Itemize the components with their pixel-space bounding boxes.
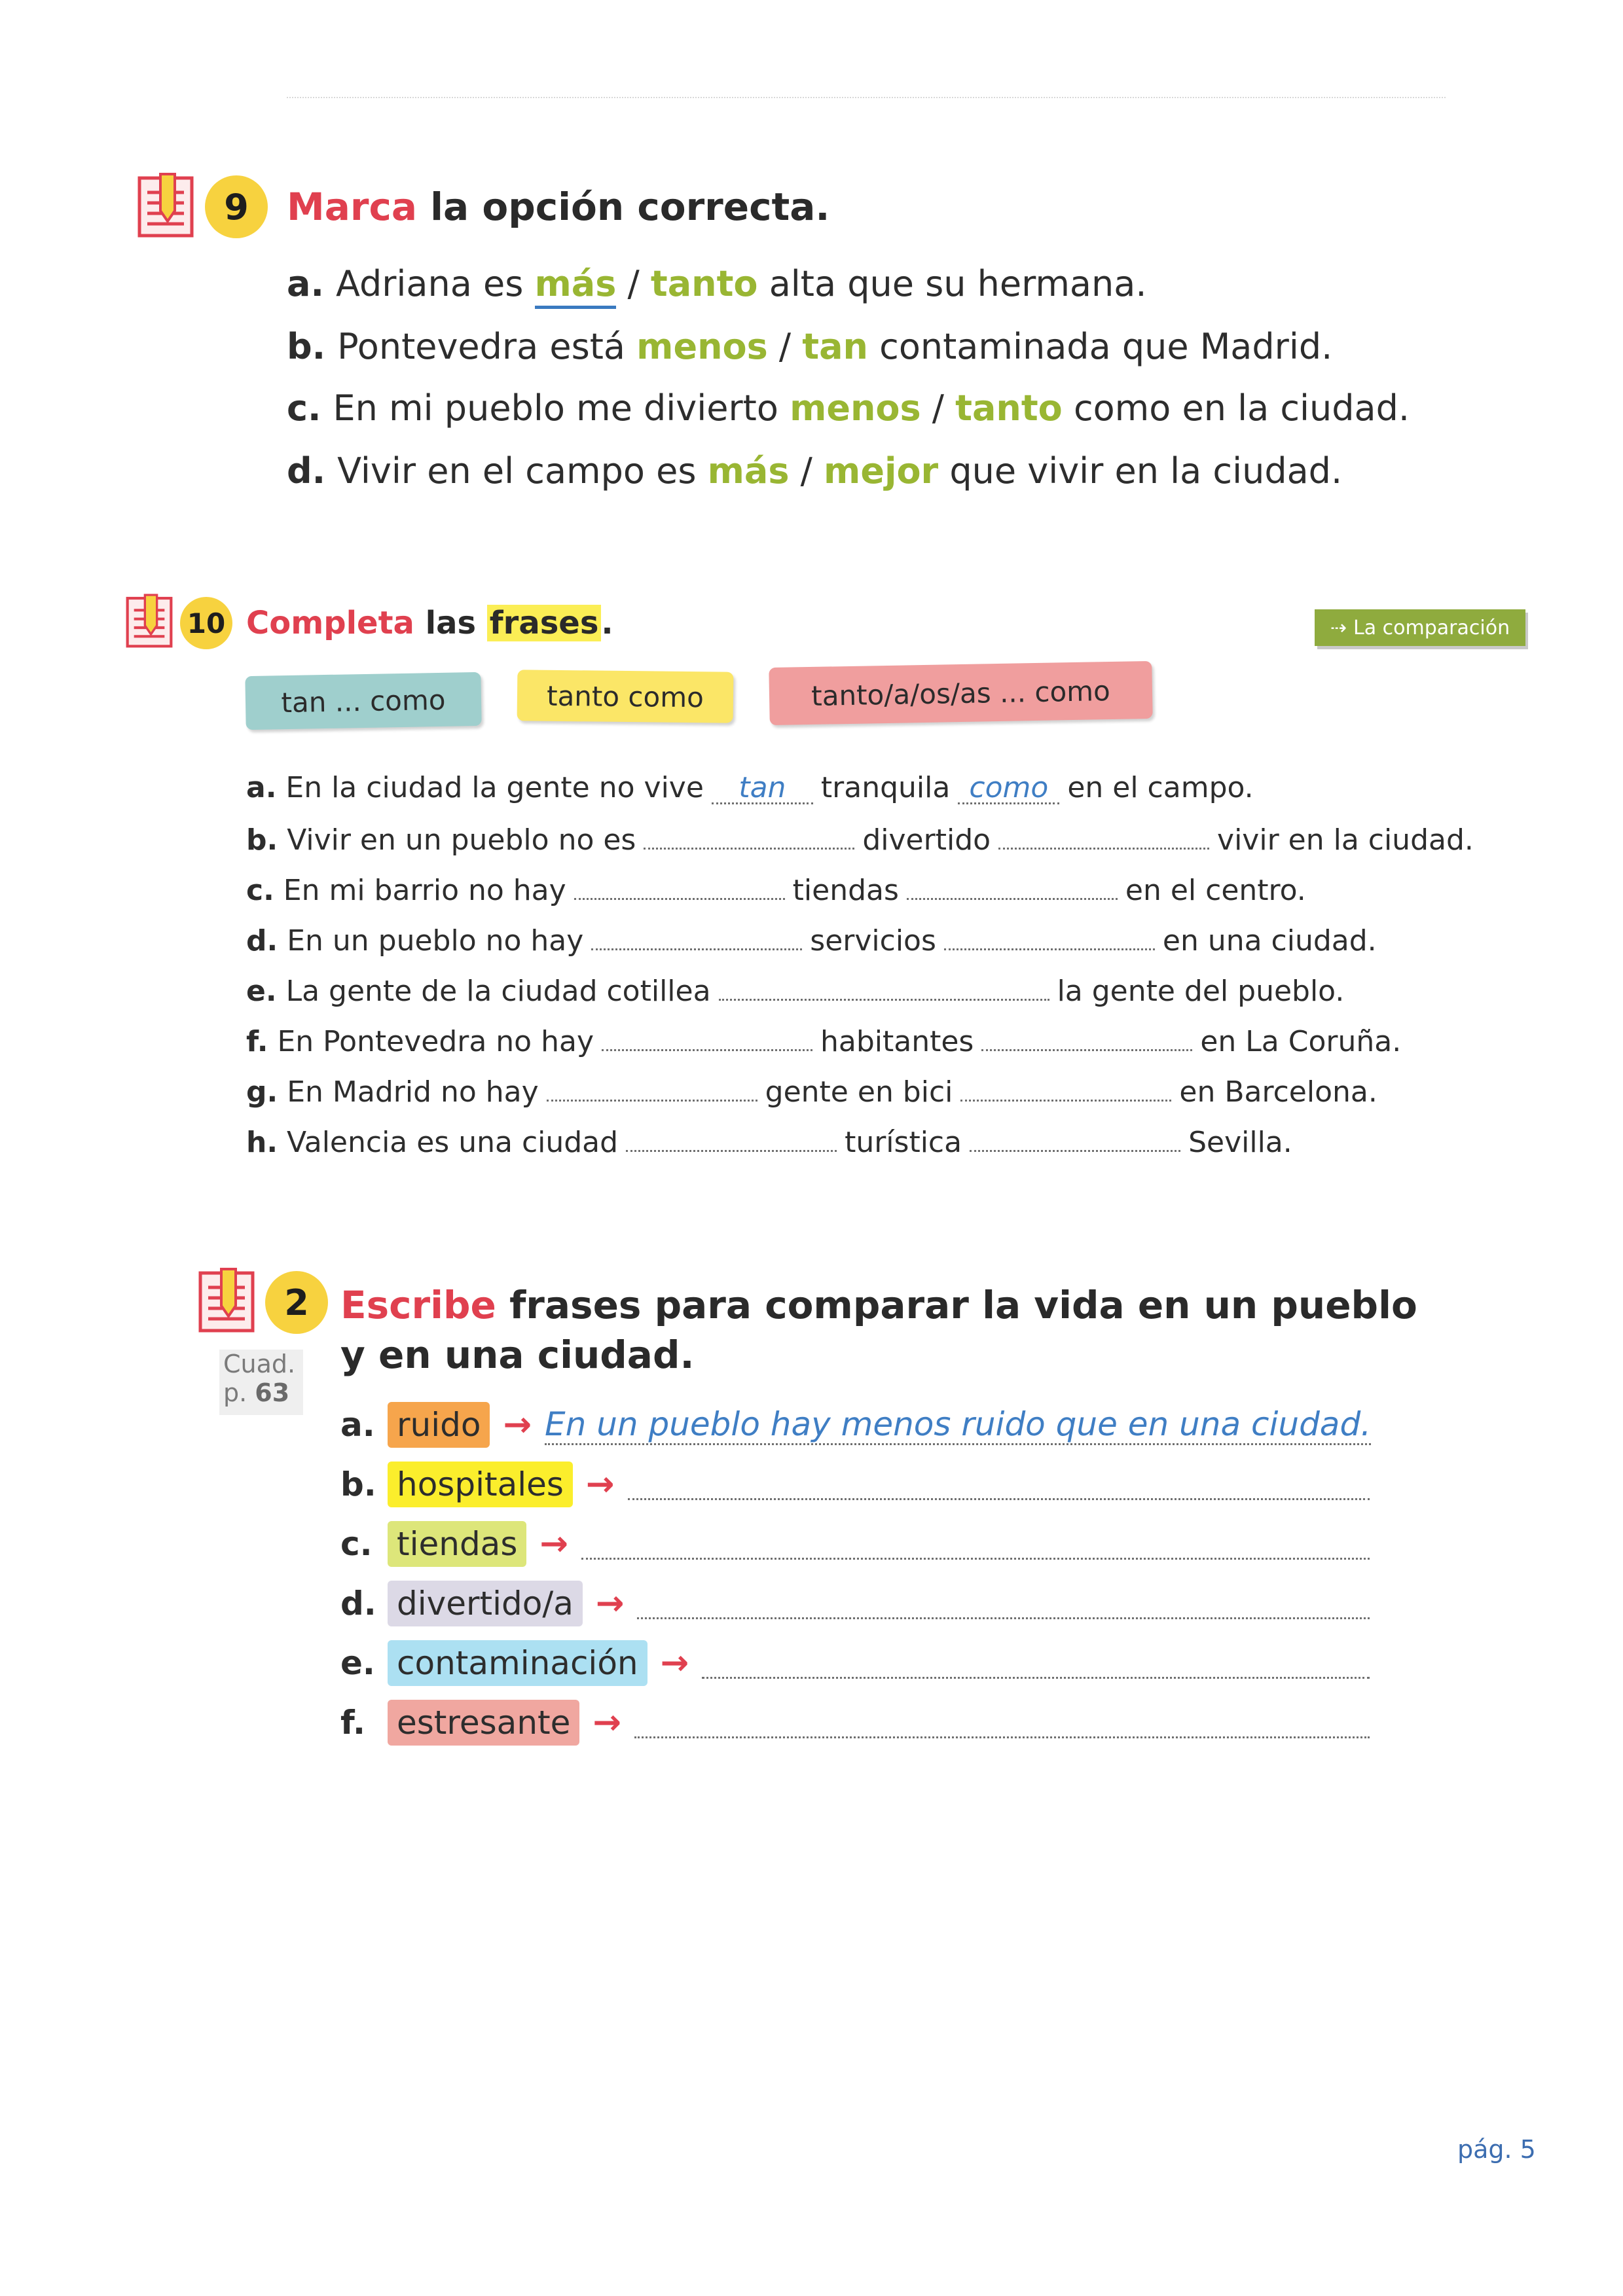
- item-letter: b.: [287, 326, 326, 367]
- exercise-number: 9: [205, 175, 268, 238]
- title-end: .: [601, 605, 613, 641]
- title-highlight: frases: [487, 605, 602, 641]
- option-separator: /: [767, 326, 803, 367]
- answer-line[interactable]: [702, 1648, 1370, 1679]
- write-item: [340, 1700, 1370, 1746]
- item-letter: c.: [340, 1525, 373, 1563]
- arrow-right-icon: →: [660, 1643, 689, 1683]
- item-text: en Barcelona.: [1179, 1075, 1377, 1109]
- option-separator: /: [921, 387, 956, 429]
- answer-blank[interactable]: [907, 872, 1118, 900]
- exercise-title: [340, 1283, 1417, 1327]
- answer-blank[interactable]: tan: [712, 774, 813, 804]
- word-chip: tanto como: [517, 670, 734, 723]
- item-text: en una ciudad.: [1162, 924, 1377, 958]
- item-text: En un pueblo no hay: [287, 924, 584, 958]
- answer-blank[interactable]: [644, 821, 854, 850]
- item-letter: c.: [246, 874, 274, 907]
- notebook-pencil-icon: [195, 1266, 258, 1335]
- answer-blank[interactable]: [719, 973, 1049, 1001]
- item-letter: g.: [246, 1075, 278, 1109]
- item-text: tiendas: [792, 874, 899, 907]
- title-rest: frases para comparar la vida en un pueblo: [496, 1283, 1417, 1327]
- write-item: [340, 1521, 1370, 1567]
- answer-line[interactable]: [581, 1529, 1370, 1560]
- option-item: [287, 450, 1342, 492]
- item-text-after: que vivir en la ciudad.: [938, 450, 1343, 492]
- option-item: [287, 263, 1147, 304]
- exercise-number: 10: [180, 597, 232, 649]
- workbook-reference: [219, 1350, 303, 1415]
- item-letter: h.: [246, 1126, 278, 1159]
- keyword-chip: tiendas: [388, 1521, 526, 1567]
- answer-blank[interactable]: [591, 922, 802, 950]
- answer-blank[interactable]: [998, 821, 1209, 850]
- item-text: En mi barrio no hay: [283, 874, 566, 907]
- option-choice-1[interactable]: menos: [790, 387, 921, 429]
- page-number: pág. 5: [1457, 2135, 1536, 2164]
- answer-blank[interactable]: [970, 1124, 1180, 1152]
- item-text: la gente del pueblo.: [1057, 975, 1345, 1008]
- title-mid: las: [414, 605, 487, 641]
- item-letter: a.: [287, 263, 324, 304]
- fill-in-item: [246, 872, 1306, 907]
- keyword-chip: estresante: [388, 1700, 579, 1746]
- exercise-title: [246, 605, 613, 641]
- item-letter: d.: [246, 924, 278, 958]
- reference-label: La comparación: [1353, 616, 1510, 639]
- write-item: [340, 1581, 1370, 1626]
- item-text-before: Pontevedra está: [337, 326, 637, 367]
- item-letter: a.: [246, 771, 277, 804]
- item-text: en el centro.: [1125, 874, 1306, 907]
- notebook-pencil-icon: [123, 592, 175, 650]
- keyword-chip: divertido/a: [388, 1581, 583, 1626]
- answer-line[interactable]: [634, 1708, 1370, 1738]
- word-chip: tan ... como: [245, 672, 481, 730]
- item-text-before: Adriana es: [335, 263, 535, 304]
- notebook-pencil-icon: [134, 171, 197, 240]
- item-letter: b.: [246, 823, 278, 857]
- item-text: en La Coruña.: [1200, 1025, 1402, 1058]
- top-divider: [287, 97, 1446, 98]
- answer-blank[interactable]: [944, 922, 1155, 950]
- option-item: [287, 387, 1410, 429]
- fill-in-item: [246, 922, 1377, 958]
- item-text: Sevilla.: [1188, 1126, 1292, 1159]
- title-verb: Marca: [287, 185, 417, 229]
- keyword-chip: hospitales: [388, 1462, 573, 1507]
- cuad-page-number: 63: [255, 1378, 290, 1407]
- answer-line[interactable]: [628, 1469, 1370, 1500]
- title-verb: Escribe: [340, 1283, 496, 1327]
- item-letter: e.: [246, 975, 277, 1008]
- answer-blank[interactable]: como: [958, 774, 1059, 804]
- answer-blank[interactable]: [574, 872, 785, 900]
- exercise-number: 2: [265, 1271, 328, 1334]
- option-choice-2[interactable]: tanto: [650, 263, 758, 304]
- option-choice-2[interactable]: mejor: [824, 450, 939, 492]
- item-letter: f.: [340, 1704, 366, 1742]
- fill-in-item: [246, 973, 1344, 1008]
- answer-blank[interactable]: [981, 1023, 1192, 1051]
- answer-blank[interactable]: [960, 1073, 1171, 1102]
- exercise-title: [287, 185, 830, 229]
- item-text: En la ciudad la gente no vive: [285, 771, 704, 804]
- item-text: habitantes: [820, 1025, 974, 1058]
- answer-blank[interactable]: [626, 1124, 837, 1152]
- item-text: tranquila: [820, 771, 951, 804]
- option-choice-1[interactable]: más: [707, 450, 790, 492]
- item-letter: c.: [287, 387, 321, 429]
- item-letter: b.: [340, 1465, 376, 1503]
- item-text-after: alta que su hermana.: [757, 263, 1147, 304]
- arrow-right-icon: →: [539, 1524, 568, 1564]
- item-letter: e.: [340, 1644, 375, 1682]
- option-item: [287, 326, 1332, 367]
- answer-blank[interactable]: [602, 1023, 812, 1051]
- fill-in-item: [246, 1124, 1292, 1159]
- item-text: vivir en la ciudad.: [1217, 823, 1474, 857]
- grammar-reference-tag[interactable]: [1315, 609, 1525, 646]
- fill-in-item: [246, 1023, 1401, 1058]
- option-choice-1[interactable]: más: [535, 263, 617, 309]
- fill-in-item: [246, 1073, 1377, 1109]
- fill-in-item: [246, 821, 1474, 857]
- title-rest: la opción correcta.: [416, 185, 830, 229]
- item-letter: f.: [246, 1025, 268, 1058]
- option-separator: /: [616, 263, 651, 304]
- item-text: turística: [845, 1126, 962, 1159]
- item-text-after: como en la ciudad.: [1062, 387, 1410, 429]
- item-letter: d.: [287, 450, 326, 492]
- write-item: [340, 1462, 1370, 1507]
- item-letter: a.: [340, 1406, 375, 1444]
- write-item: [340, 1402, 1371, 1448]
- option-separator: /: [789, 450, 824, 492]
- fill-in-item: [246, 771, 1254, 804]
- item-text: Vivir en un pueblo no es: [287, 823, 636, 857]
- item-text: En Madrid no hay: [287, 1075, 539, 1109]
- cuad-page-prefix: p.: [223, 1378, 255, 1407]
- item-text: La gente de la ciudad cotillea: [285, 975, 711, 1008]
- item-letter: d.: [340, 1585, 376, 1623]
- word-chip: tanto/a/os/as ... como: [769, 661, 1152, 725]
- cuad-label: Cuad.: [223, 1350, 296, 1378]
- item-text: En Pontevedra no hay: [277, 1025, 594, 1058]
- item-text: divertido: [862, 823, 991, 857]
- arrow-right-icon: →: [595, 1584, 625, 1623]
- write-item: [340, 1640, 1370, 1686]
- option-choice-2[interactable]: tan: [802, 326, 868, 367]
- item-text-before: En mi pueblo me divierto: [333, 387, 790, 429]
- item-text: Valencia es una ciudad: [287, 1126, 619, 1159]
- keyword-chip: ruido: [388, 1402, 490, 1448]
- exercise-title-line2: y en una ciudad.: [340, 1333, 695, 1377]
- item-text-after: contaminada que Madrid.: [867, 326, 1333, 367]
- item-text: gente en bici: [765, 1075, 953, 1109]
- item-text: en el campo.: [1067, 771, 1254, 804]
- option-choice-2[interactable]: tanto: [955, 387, 1063, 429]
- answer-line[interactable]: [637, 1588, 1370, 1619]
- dotted-arrow-icon: ⇢: [1330, 616, 1347, 639]
- item-text: servicios: [810, 924, 936, 958]
- item-text-before: Vivir en el campo es: [337, 450, 708, 492]
- arrow-right-icon: →: [593, 1703, 621, 1742]
- option-choice-1[interactable]: menos: [636, 326, 768, 367]
- arrow-right-icon: →: [503, 1405, 532, 1444]
- title-verb: Completa: [246, 605, 414, 641]
- answer-line[interactable]: En un pueblo hay menos ruido que en una ciudad.: [545, 1405, 1371, 1445]
- answer-blank[interactable]: [547, 1073, 757, 1102]
- arrow-right-icon: →: [585, 1465, 615, 1504]
- keyword-chip: contaminación: [388, 1640, 647, 1686]
